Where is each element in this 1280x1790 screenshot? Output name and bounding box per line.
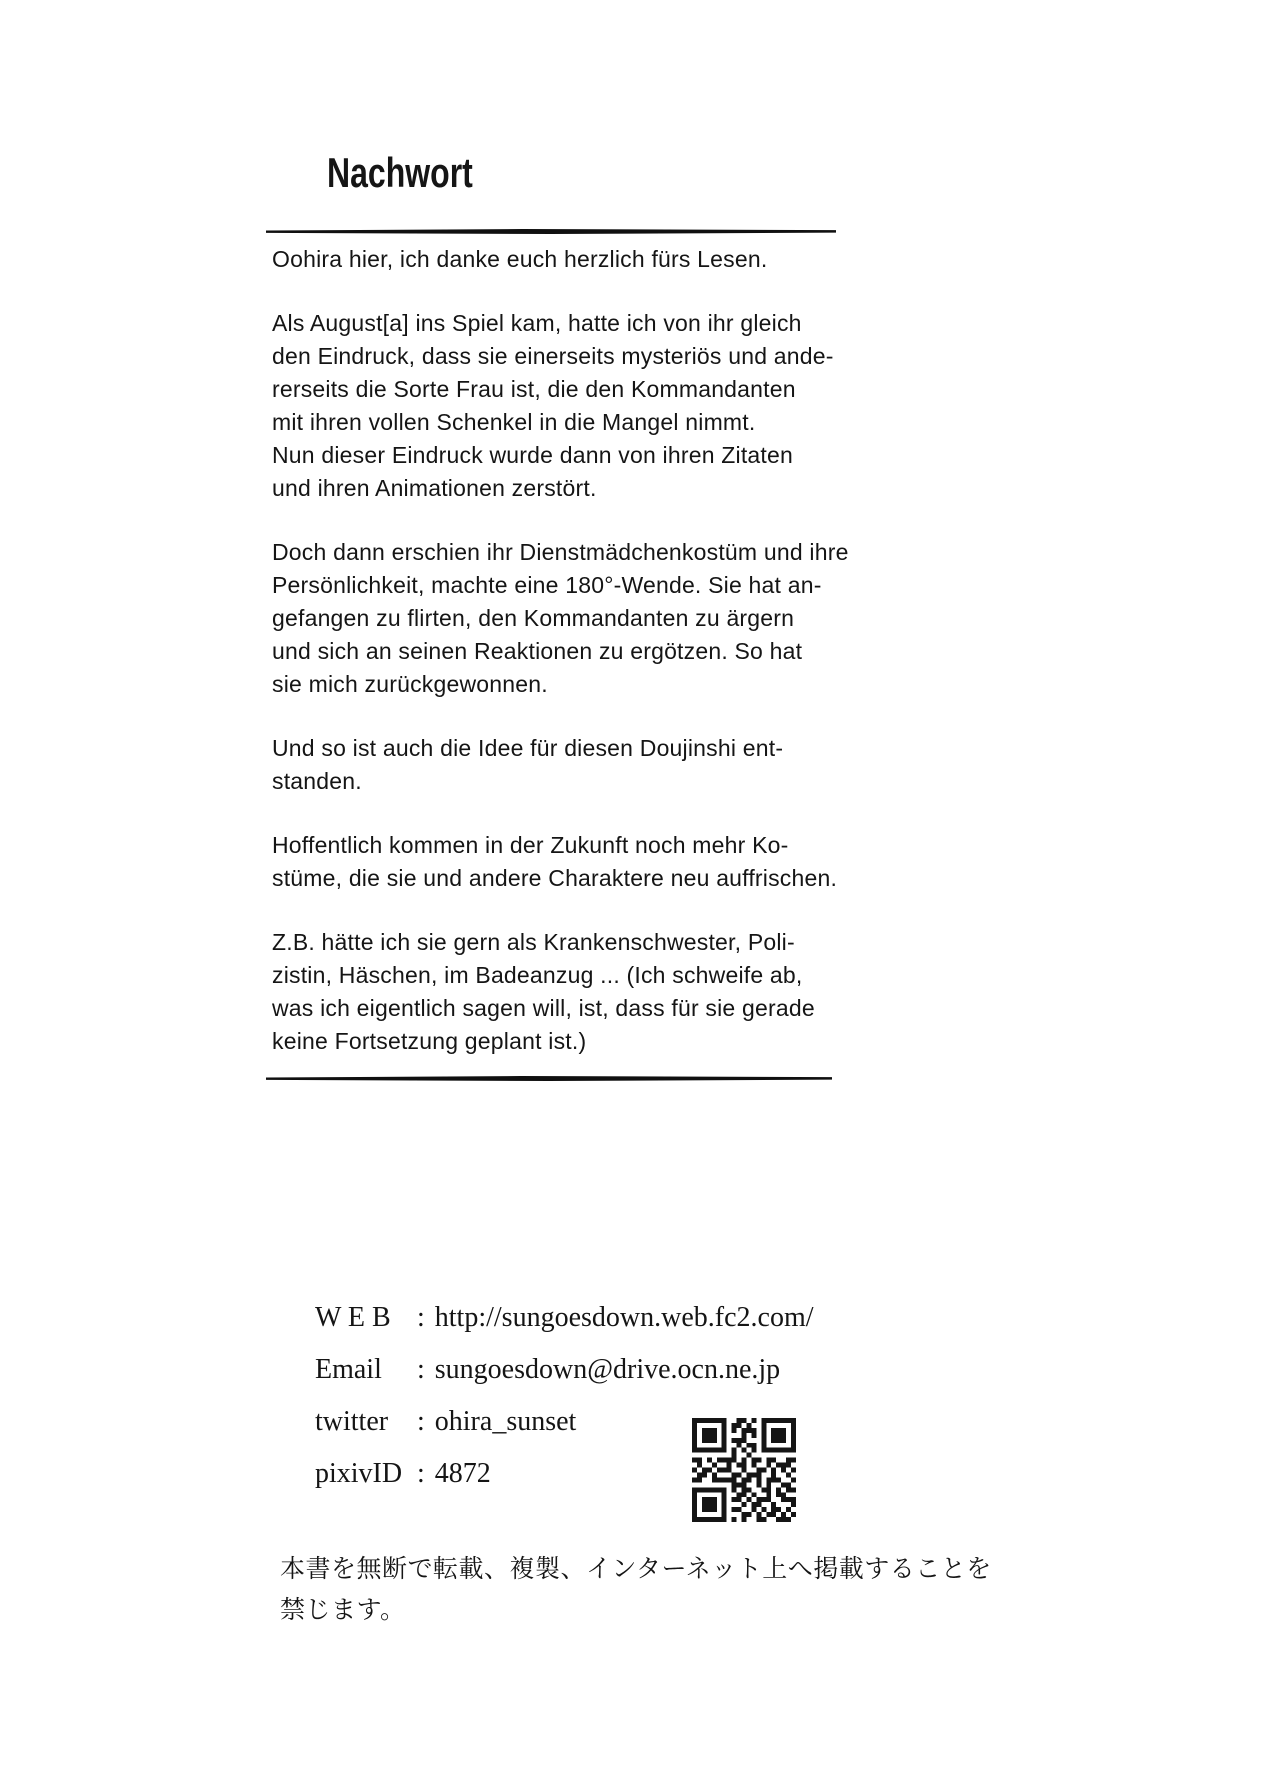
disclaimer-line: 禁じます。 — [280, 1597, 406, 1624]
paragraph — [272, 536, 920, 701]
text-line: Persönlichkeit, machte eine 180°-Wende. Sie hat an- — [272, 572, 822, 598]
contact-colon: : — [417, 1458, 425, 1489]
contact-value: ohira_sunset — [434, 1406, 577, 1437]
text-line: standen. — [272, 768, 362, 794]
contact-row — [315, 1406, 576, 1438]
paragraph — [272, 307, 920, 505]
text-line: und sich an seinen Reaktionen zu ergötzen. So hat — [272, 638, 803, 664]
text-line: Doch dann erschien ihr Dienstmädchenkostüm und ihre — [272, 539, 849, 565]
paragraph — [272, 243, 920, 276]
text-line: Oohira hier, ich danke euch herzlich fürs Lesen. — [272, 246, 768, 272]
text-line: und ihren Animationen zerstört. — [272, 475, 597, 501]
text-line: keine Fortsetzung geplant ist.) — [272, 1028, 587, 1054]
contact-label: twitter — [315, 1406, 389, 1437]
text-line: Und so ist auch die Idee für diesen Doujinshi ent- — [272, 735, 784, 761]
qr-code — [692, 1418, 796, 1522]
disclaimer-line: 本書を無断で転載、複製、インターネット上へ掲載することを — [280, 1556, 992, 1583]
contact-label: pixivID — [315, 1458, 403, 1489]
contact-colon: : — [417, 1302, 425, 1333]
text-line: Als August[a] ins Spiel kam, hatte ich von ihr gleich — [272, 310, 802, 336]
text-line: mit ihren vollen Schenkel in die Mangel nimmt. — [272, 409, 756, 435]
text-line: was ich eigentlich sagen will, ist, dass für sie gerade — [272, 995, 815, 1021]
contact-value: 4872 — [434, 1458, 491, 1489]
contact-colon: : — [417, 1354, 425, 1385]
paragraph — [272, 926, 920, 1058]
text-line: Nun dieser Eindruck wurde dann von ihren Zitaten — [272, 442, 794, 468]
afterword-body — [272, 243, 920, 1089]
text-line: Z.B. hätte ich sie gern als Krankenschwester, Poli- — [272, 929, 795, 955]
contact-row — [315, 1354, 780, 1386]
paragraph — [272, 829, 920, 895]
copyright-disclaimer — [280, 1549, 992, 1631]
contact-row — [315, 1458, 491, 1490]
top-divider-rule — [266, 229, 836, 234]
page-title: Nachwort — [327, 150, 473, 197]
contact-row — [315, 1302, 814, 1334]
contact-value: sungoesdown@drive.ocn.ne.jp — [434, 1354, 781, 1385]
contact-colon: : — [417, 1406, 425, 1437]
contact-label: W E B — [315, 1302, 391, 1333]
qr-code-image — [692, 1418, 796, 1522]
text-line: zistin, Häschen, im Badeanzug ... (Ich schweife ab, — [272, 962, 803, 988]
text-line: den Eindruck, dass sie einerseits mysteriös und ande- — [272, 343, 834, 369]
text-line: rerseits die Sorte Frau ist, die den Kommandanten — [272, 376, 796, 402]
contact-label: Email — [315, 1354, 382, 1385]
paragraph — [272, 732, 920, 798]
text-line: Hoffentlich kommen in der Zukunft noch mehr Ko- — [272, 832, 789, 858]
text-line: gefangen zu flirten, den Kommandanten zu ärgern — [272, 605, 795, 631]
contact-value: http://sungoesdown.web.fc2.com/ — [434, 1302, 814, 1333]
text-line: sie mich zurückgewonnen. — [272, 671, 548, 697]
text-line: stüme, die sie und andere Charaktere neu auffrischen. — [272, 865, 838, 891]
